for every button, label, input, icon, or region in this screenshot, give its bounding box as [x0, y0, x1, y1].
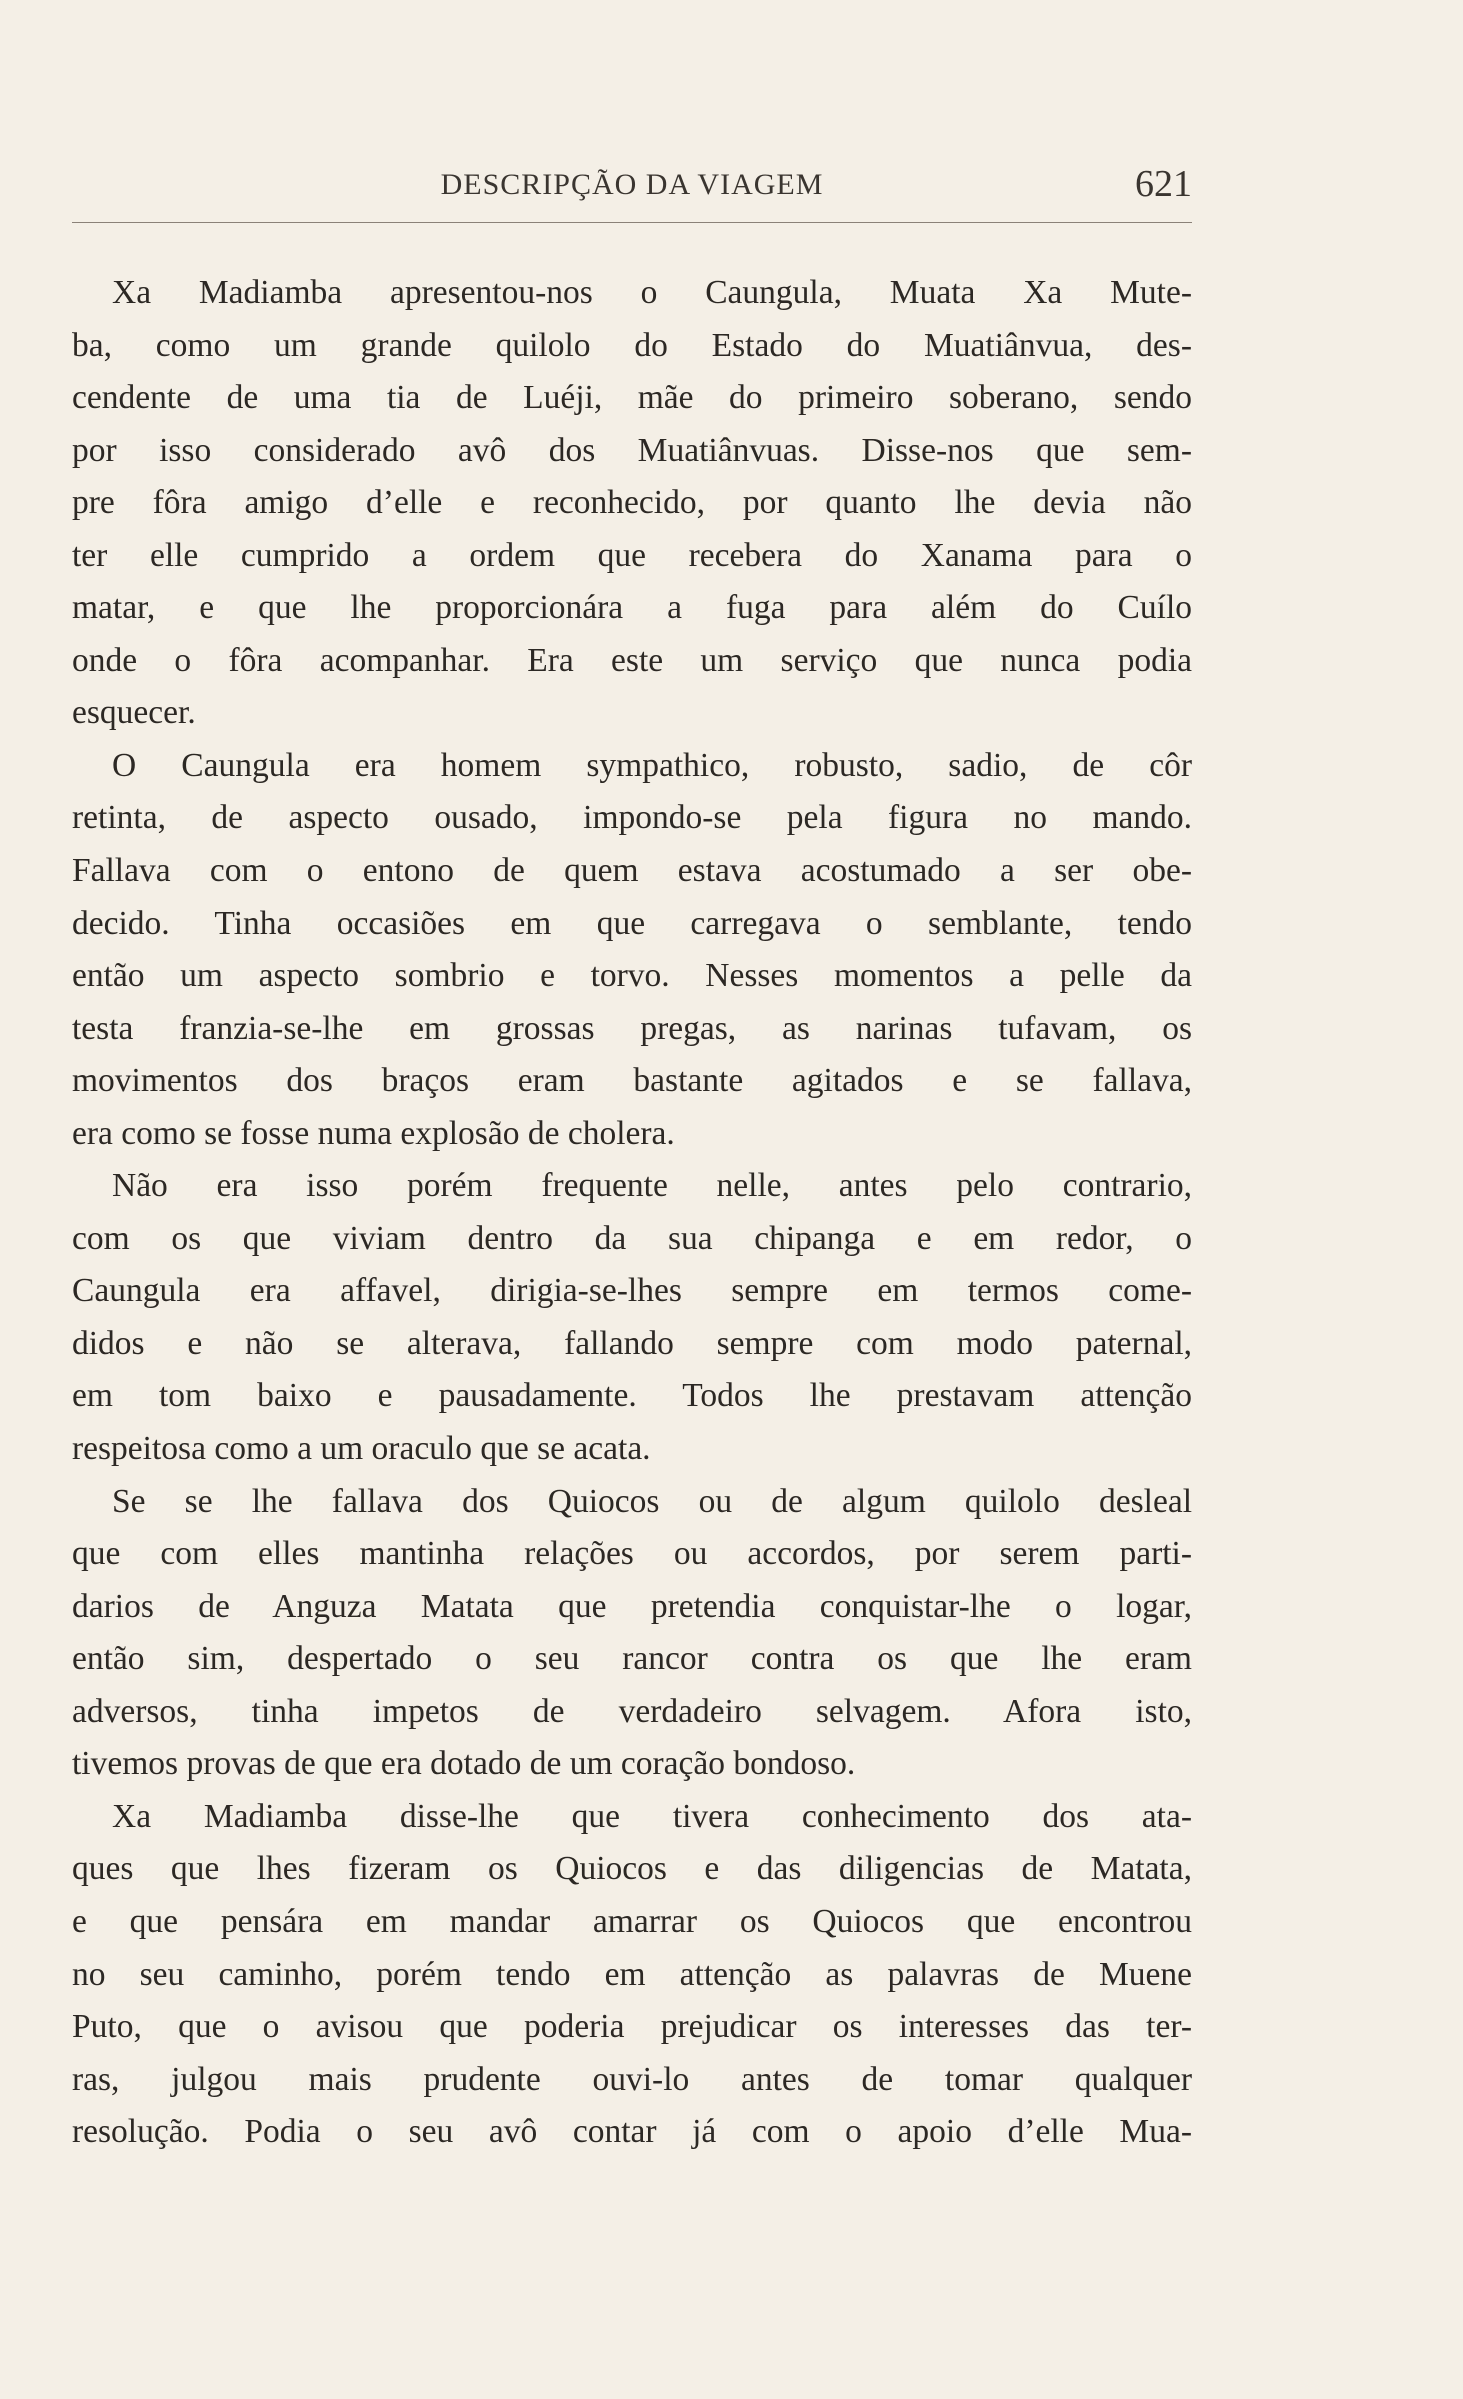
text-line: matar, e que lhe proporcionára a fuga para além do Cuílo — [72, 589, 1192, 627]
text-line: era como se fosse numa explosão de cholera. — [72, 1114, 675, 1152]
text-line: ras, julgou mais prudente ouvi-lo antes de tomar qualquer — [72, 2060, 1192, 2098]
text-line: e que pensára em mandar amarrar os Quiocos que encontrou — [72, 1902, 1192, 1940]
text-line: esquecer. — [72, 694, 196, 732]
text-line: em tom baixo e pausadamente. Todos lhe prestavam attenção — [72, 1377, 1192, 1415]
text-line: darios de Anguza Matata que pretendia conquistar-lhe o logar, — [72, 1587, 1192, 1625]
text-line: resolução. Podia o seu avô contar já com o apoio d’elle Mua- — [72, 2113, 1192, 2151]
text-line: respeitosa como a um oraculo que se acata. — [72, 1430, 651, 1468]
text-line: movimentos dos braços eram bastante agitados e se fallava, — [72, 1062, 1192, 1100]
page-header — [72, 163, 1192, 212]
text-line: ter elle cumprido a ordem que recebera do Xanama para o — [72, 536, 1192, 574]
text-line: Se se lhe fallava dos Quiocos ou de algum quilolo desleal — [112, 1482, 1192, 1520]
text-line: Xa Madiamba apresentou-nos o Caungula, Muata Xa Mute- — [112, 274, 1192, 311]
text-line: ques que lhes fizeram os Quiocos e das diligencias de Matata, — [72, 1850, 1192, 1888]
text-line: cendente de uma tia de Luéji, mãe do primeiro soberano, sendo — [72, 379, 1192, 417]
text-line: didos e não se alterava, fallando sempre com modo paternal, — [72, 1324, 1192, 1362]
text-line: Fallava com o entono de quem estava acostumado a ser obe- — [72, 852, 1192, 890]
text-line: decido. Tinha occasiões em que carregava o semblante, tendo — [72, 904, 1192, 942]
running-title: DESCRIPÇÃO DA VIAGEM — [440, 168, 824, 201]
text-line: com os que viviam dentro da sua chipanga e em redor, o — [72, 1219, 1192, 1257]
text-line: retinta, de aspecto ousado, impondo-se pela figura no mando. — [72, 799, 1192, 837]
text-line: pre fôra amigo d’elle e reconhecido, por quanto lhe devia não — [72, 484, 1192, 522]
text-line: por isso considerado avô dos Muatiânvuas. Disse-nos que sem- — [72, 431, 1192, 469]
text-line: no seu caminho, porém tendo em attenção as palavras de Muene — [72, 1955, 1192, 1993]
text-line: tivemos provas de que era dotado de um coração bondoso. — [72, 1745, 856, 1783]
text-line: então sim, despertado o seu rancor contra os que lhe eram — [72, 1640, 1192, 1678]
text-line: Caungula era affavel, dirigia-se-lhes sempre em termos come- — [72, 1272, 1192, 1310]
text-line: Não era isso porém frequente nelle, antes pelo contrario, — [112, 1167, 1192, 1205]
text-line: onde o fôra acompanhar. Era este um serviço que nunca podia — [72, 641, 1192, 679]
body-text — [72, 267, 1192, 2159]
text-line: adversos, tinha impetos de verdadeiro selvagem. Afora isto, — [72, 1692, 1192, 1730]
header-rule — [72, 222, 1192, 223]
text-line: O Caungula era homem sympathico, robusto, sadio, de côr — [112, 746, 1192, 784]
text-line: Puto, que o avisou que poderia prejudicar os interesses das ter- — [72, 2008, 1192, 2046]
text-line: então um aspecto sombrio e torvo. Nesses momentos a pelle da — [72, 957, 1192, 995]
text-line: que com elles mantinha relações ou accordos, por serem parti- — [72, 1535, 1192, 1573]
text-line: testa franzia-se-lhe em grossas pregas, as narinas tufavam, os — [72, 1009, 1192, 1047]
page-number: 621 — [1135, 163, 1192, 205]
text-line: Xa Madiamba disse-lhe que tivera conhecimento dos ata- — [112, 1797, 1192, 1835]
text-line: ba, como um grande quilolo do Estado do Muatiânvua, des- — [72, 326, 1192, 364]
